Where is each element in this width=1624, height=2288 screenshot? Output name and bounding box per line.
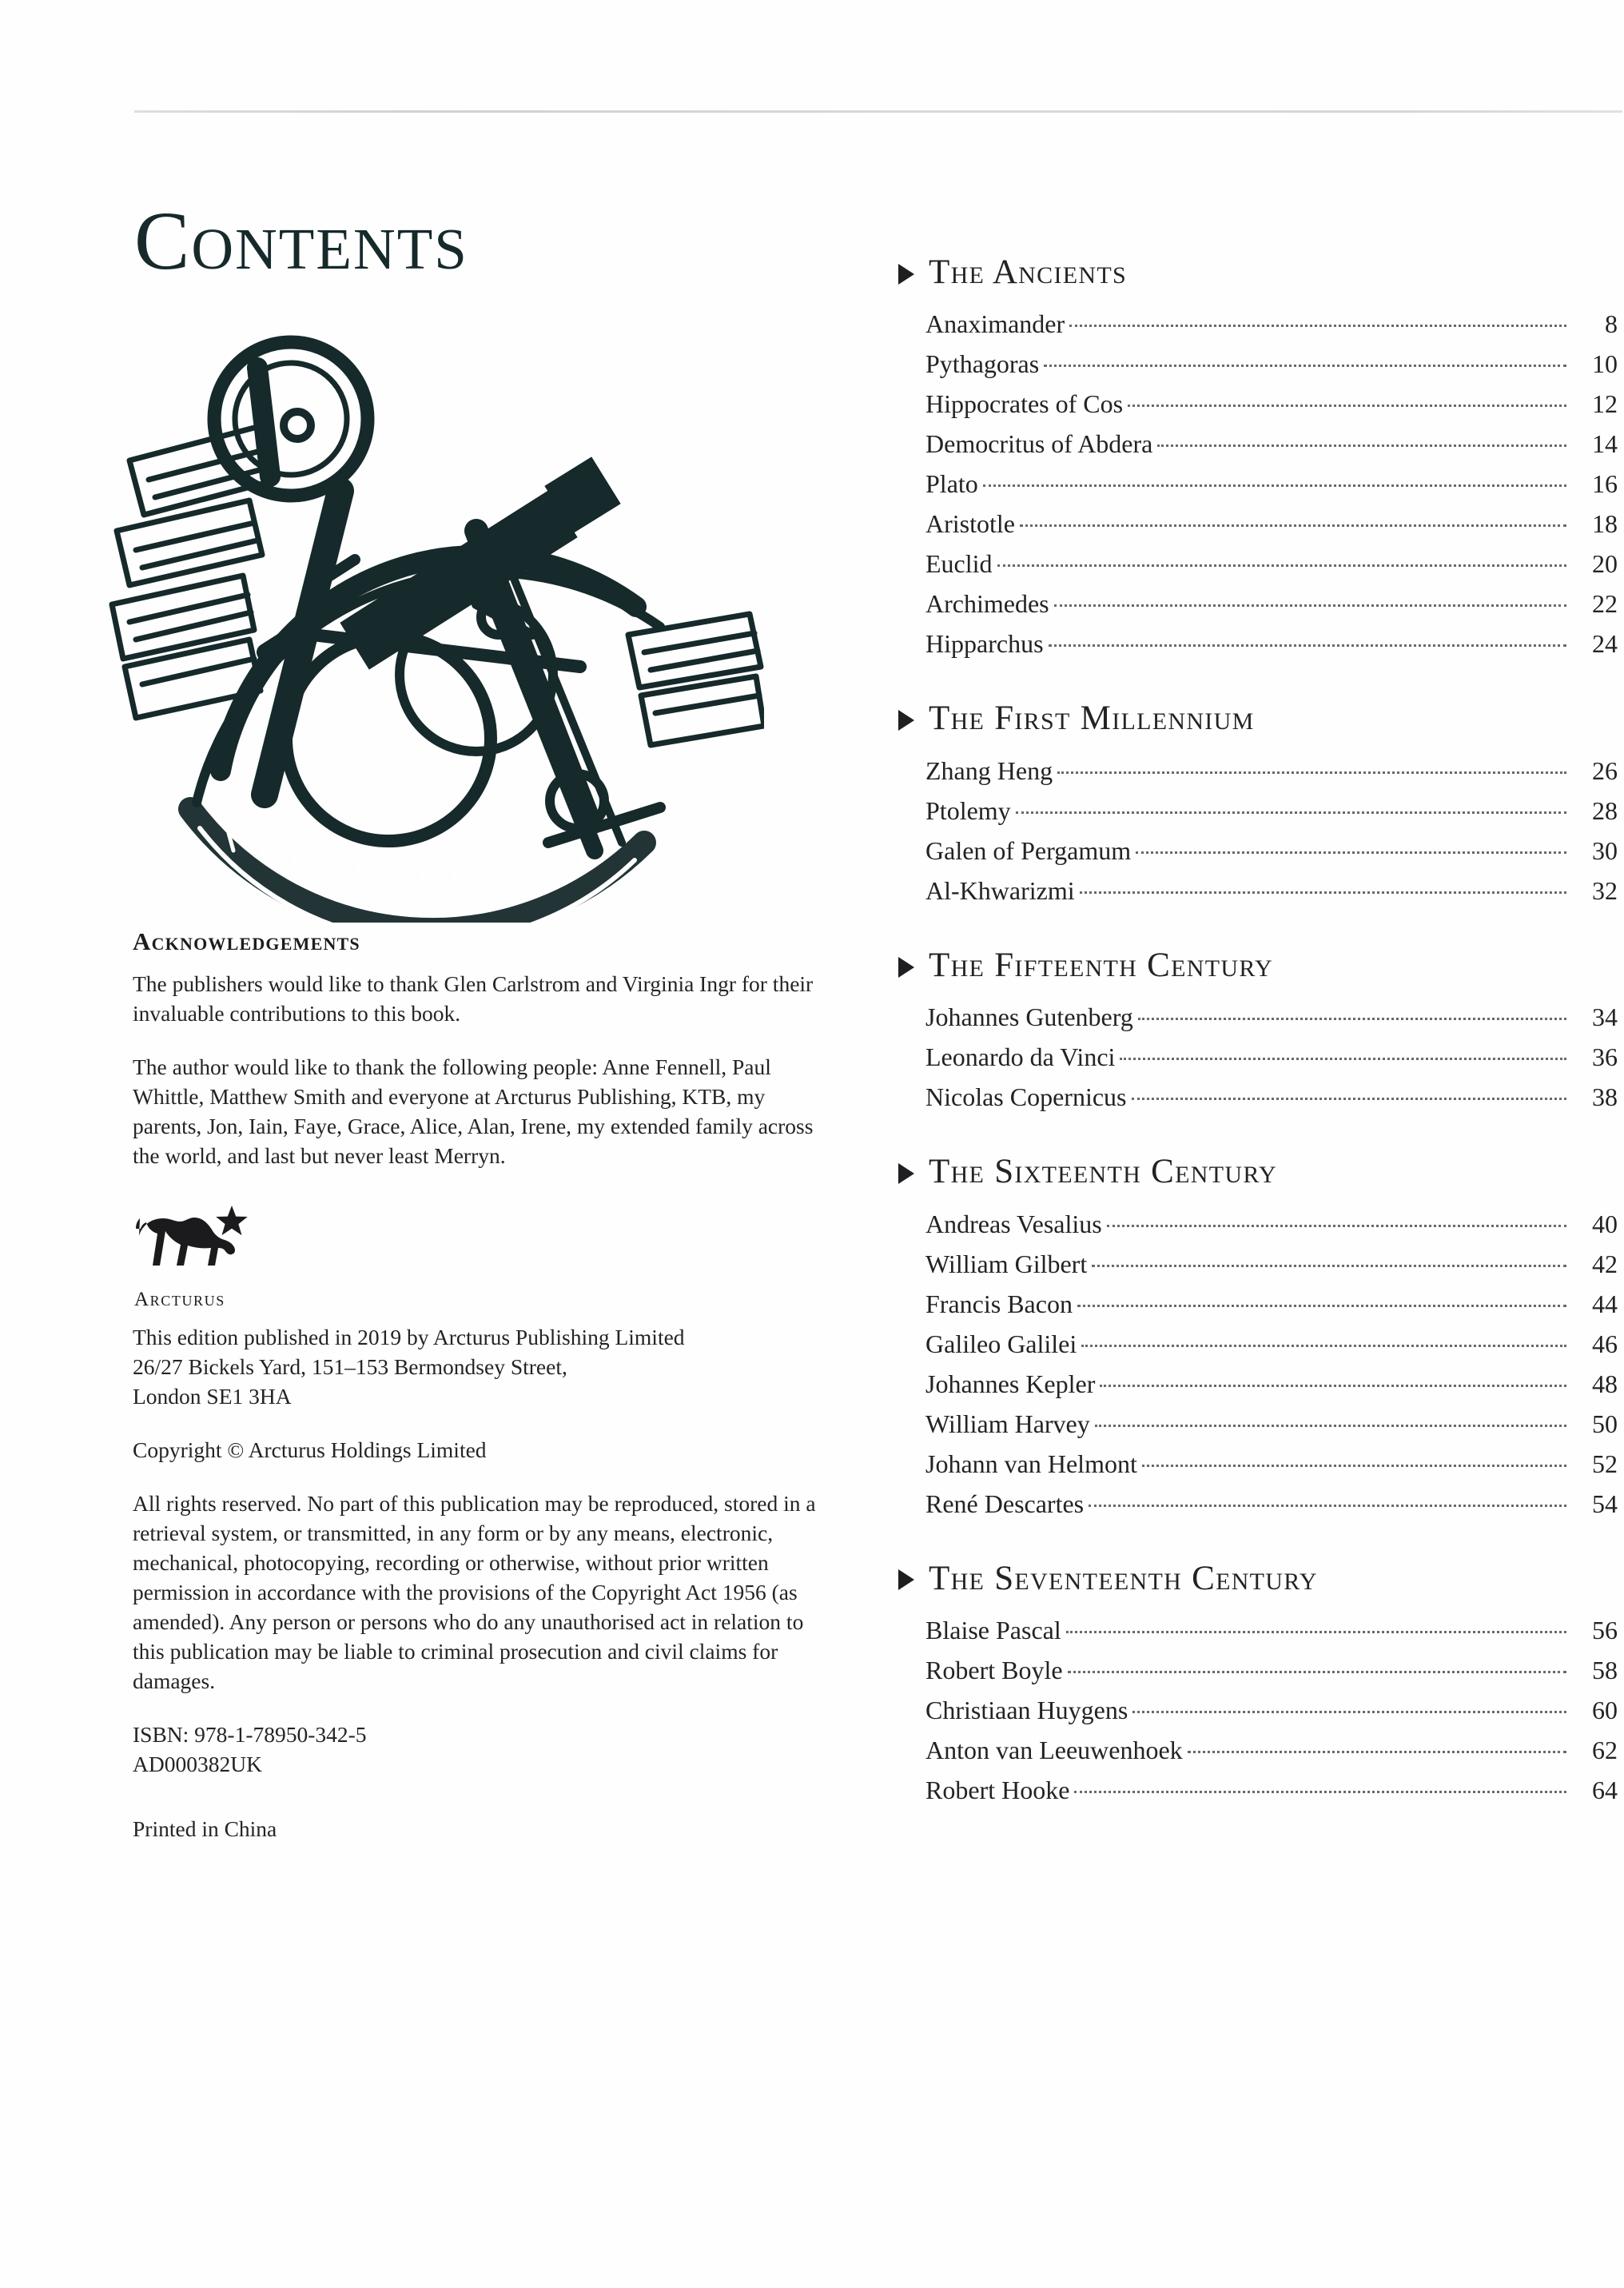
toc-entry[interactable] — [898, 1244, 1618, 1284]
toc-entry-title: Nicolas Copernicus — [925, 1082, 1127, 1112]
toc-entry-page-number: 34 — [1592, 1002, 1618, 1032]
toc-entry[interactable] — [898, 344, 1618, 384]
toc-section-heading-label: The Sixteenth Century — [929, 1153, 1277, 1191]
toc-section-heading-label: The First Millennium — [929, 700, 1255, 738]
toc-entry-page-number: 20 — [1592, 549, 1618, 579]
toc-section-heading-label: The Ancients — [929, 253, 1127, 291]
toc-dot-leader — [1157, 444, 1566, 447]
toc-section — [898, 947, 1618, 1117]
toc-entry-title: Robert Boyle — [925, 1656, 1063, 1685]
sextant-illustration — [101, 291, 764, 923]
toc-entry-page-number: 56 — [1592, 1616, 1618, 1645]
scan-edge-rule — [134, 110, 1622, 113]
toc-entry-page-number: 26 — [1592, 755, 1618, 785]
toc-entry[interactable] — [898, 1284, 1618, 1324]
toc-section-heading — [898, 700, 1618, 737]
toc-entry-page-number: 54 — [1592, 1489, 1618, 1518]
toc-dot-leader — [1188, 1751, 1566, 1753]
toc-entry-title: William Harvey — [925, 1409, 1090, 1438]
toc-entry-title: Anton van Leeuwenhoek — [925, 1736, 1183, 1765]
table-of-contents — [898, 254, 1618, 1810]
toc-dot-leader — [1044, 365, 1566, 367]
toc-entry-page-number: 16 — [1592, 469, 1618, 499]
toc-entry-page-number: 32 — [1592, 875, 1618, 905]
toc-entry[interactable] — [898, 997, 1618, 1037]
toc-entry-title: Zhang Heng — [925, 755, 1053, 785]
toc-entry-title: Archimedes — [925, 589, 1049, 619]
acknowledgements-paragraph-1: The publishers would like to thank Glen Carlstrom and Virginia Ingr for their invaluable contributions to this book. — [133, 971, 814, 1026]
toc-entry-page-number: 44 — [1592, 1289, 1618, 1318]
toc-section-heading-label: The Seventeenth Century — [929, 1559, 1318, 1597]
toc-dot-leader — [1100, 1385, 1566, 1387]
toc-entry[interactable] — [898, 831, 1618, 871]
toc-entry-page-number: 48 — [1592, 1369, 1618, 1398]
copyright-line: Copyright © Arcturus Holdings Limited — [133, 1437, 487, 1462]
toc-dot-leader — [983, 484, 1566, 487]
toc-entry-page-number: 28 — [1592, 795, 1618, 825]
toc-entry[interactable] — [898, 1077, 1618, 1117]
acknowledgements-paragraph-2: The author would like to thank the following people: Anne Fennell, Paul Whittle, Matthew Smith and everyone at Arcturus Publishing, KTB, my parents, Jon, Iain, Faye, Grace, Alice, Alan, Irene, my extended family across the world, and last but never least Merryn. — [133, 1054, 814, 1168]
toc-entry-page-number: 8 — [1605, 309, 1618, 339]
toc-entry-title: Democritus of Abdera — [925, 429, 1153, 459]
toc-entry[interactable] — [898, 1690, 1618, 1730]
toc-entry[interactable] — [898, 1610, 1618, 1650]
toc-entry-page-number: 12 — [1592, 389, 1618, 419]
toc-entry-page-number: 46 — [1592, 1329, 1618, 1358]
toc-entry-title: Johannes Gutenberg — [925, 1002, 1133, 1032]
toc-entry-title: Euclid — [925, 549, 993, 579]
rights-statement: All rights reserved. No part of this publication may be reproduced, stored in a retrieval system, or transmitted, in any form or by any means, electronic, mechanical, photocopying, recording or otherwise, without prior written permission in accordance with the provisions of the Copyright Act 1956 (as amended). Any person or persons who do any unauthorised act in relation to this publication may be liable to criminal prosecution and civil claims for damages. — [133, 1491, 816, 1693]
toc-dot-leader — [1069, 325, 1566, 327]
toc-dot-leader — [1089, 1505, 1566, 1507]
toc-entry-page-number: 62 — [1592, 1736, 1618, 1765]
toc-dot-leader — [1080, 891, 1566, 894]
toc-dot-leader — [1136, 851, 1566, 854]
toc-section-heading — [898, 1154, 1618, 1190]
toc-entry[interactable] — [898, 304, 1618, 344]
toc-entry[interactable] — [898, 464, 1618, 504]
toc-dot-leader — [1095, 1425, 1566, 1427]
toc-section-heading-label: The Fifteenth Century — [929, 946, 1273, 984]
toc-dot-leader — [1142, 1465, 1566, 1467]
toc-entry-title: Anaximander — [925, 309, 1065, 339]
toc-entry[interactable] — [898, 751, 1618, 791]
toc-dot-leader — [997, 564, 1566, 567]
toc-entry-title: Blaise Pascal — [925, 1616, 1061, 1645]
toc-entry-title: Andreas Vesalius — [925, 1209, 1102, 1238]
toc-entry-page-number: 52 — [1592, 1449, 1618, 1478]
toc-entry-title: Al-Khwarizmi — [925, 875, 1075, 905]
toc-entry-title: Johann van Helmont — [925, 1449, 1137, 1478]
toc-entry-title: Leonardo da Vinci — [925, 1042, 1116, 1072]
left-column — [133, 195, 836, 1844]
page-title: Contents — [134, 195, 468, 287]
toc-entry[interactable] — [898, 384, 1618, 424]
catalogue-code: AD000382UK — [133, 1752, 262, 1776]
toc-entry-page-number: 40 — [1592, 1209, 1618, 1238]
toc-entry-title: Ptolemy — [925, 795, 1011, 825]
toc-entry-page-number: 30 — [1592, 835, 1618, 865]
toc-entry[interactable] — [898, 791, 1618, 831]
toc-dot-leader — [1074, 1791, 1566, 1793]
toc-entry-page-number: 24 — [1592, 629, 1618, 659]
toc-entry[interactable] — [898, 544, 1618, 584]
printed-in-line: Printed in China — [133, 1816, 277, 1841]
triangle-bullet-icon — [898, 957, 914, 978]
toc-entry-title: Plato — [925, 469, 978, 499]
toc-entry-title: Galen of Pergamum — [925, 835, 1132, 865]
toc-dot-leader — [1054, 604, 1566, 607]
toc-entry-page-number: 42 — [1592, 1249, 1618, 1278]
imprint-block — [133, 1322, 836, 1411]
toc-section-heading — [898, 254, 1618, 291]
isbn-number: ISBN: 978-1-78950-342-5 — [133, 1722, 367, 1747]
toc-entry-page-number: 14 — [1592, 429, 1618, 459]
toc-entry-page-number: 50 — [1592, 1409, 1618, 1438]
toc-entry[interactable] — [898, 1364, 1618, 1404]
toc-entry[interactable] — [898, 1730, 1618, 1770]
toc-section — [898, 254, 1618, 664]
acknowledgements-heading: Acknowledgements — [133, 927, 360, 955]
toc-section-heading — [898, 1561, 1618, 1597]
arcturus-logo — [133, 1201, 836, 1311]
toc-entry-title: Hipparchus — [925, 629, 1044, 659]
toc-dot-leader — [1107, 1225, 1566, 1227]
toc-entry[interactable] — [898, 584, 1618, 624]
toc-entry-title: Hippocrates of Cos — [925, 389, 1124, 419]
imprint-line-3: London SE1 3HA — [133, 1384, 292, 1409]
toc-dot-leader — [1077, 1305, 1566, 1307]
toc-entry[interactable] — [898, 871, 1618, 911]
toc-dot-leader — [1020, 524, 1566, 527]
toc-entry-page-number: 38 — [1592, 1082, 1618, 1112]
toc-entry-page-number: 10 — [1592, 349, 1618, 379]
toc-entry-page-number: 22 — [1592, 589, 1618, 619]
toc-dot-leader — [1132, 1711, 1566, 1713]
toc-entry[interactable] — [898, 1484, 1618, 1524]
toc-entry[interactable] — [898, 624, 1618, 664]
toc-entry-title: Christiaan Huygens — [925, 1696, 1128, 1725]
toc-entry-page-number: 64 — [1592, 1776, 1618, 1805]
toc-dot-leader — [1057, 771, 1566, 774]
toc-entry[interactable] — [898, 1324, 1618, 1364]
toc-entry[interactable] — [898, 1770, 1618, 1810]
toc-entry-title: Aristotle — [925, 509, 1015, 539]
toc-entry[interactable] — [898, 1204, 1618, 1244]
toc-section — [898, 1154, 1618, 1523]
toc-entry[interactable] — [898, 1404, 1618, 1444]
toc-dot-leader — [1132, 1098, 1567, 1100]
toc-entry-page-number: 58 — [1592, 1656, 1618, 1685]
triangle-bullet-icon — [898, 1569, 914, 1590]
toc-dot-leader — [1049, 644, 1566, 647]
toc-entry-title: Robert Hooke — [925, 1776, 1070, 1805]
toc-entry-title: Johannes Kepler — [925, 1369, 1096, 1398]
toc-entry[interactable] — [898, 1037, 1618, 1077]
toc-entry-title: René Descartes — [925, 1489, 1085, 1518]
bear-star-logo-icon — [133, 1201, 265, 1289]
toc-section — [898, 700, 1618, 910]
toc-entry-page-number: 60 — [1592, 1696, 1618, 1725]
toc-dot-leader — [1016, 811, 1566, 814]
toc-entry[interactable] — [898, 424, 1618, 464]
toc-dot-leader — [1120, 1058, 1566, 1060]
toc-entry-page-number: 36 — [1592, 1042, 1618, 1072]
imprint-line-1: This edition published in 2019 by Arcturus Publishing Limited — [133, 1325, 685, 1349]
toc-dot-leader — [1081, 1345, 1566, 1347]
triangle-bullet-icon — [898, 1163, 914, 1184]
toc-dot-leader — [1138, 1018, 1566, 1020]
toc-section — [898, 1561, 1618, 1810]
toc-section-heading — [898, 947, 1618, 984]
toc-dot-leader — [1092, 1265, 1566, 1267]
toc-entry-title: William Gilbert — [925, 1249, 1088, 1278]
toc-dot-leader — [1068, 1671, 1566, 1673]
imprint-line-2: 26/27 Bickels Yard, 151–153 Bermondsey Street, — [133, 1354, 567, 1379]
toc-entry[interactable] — [898, 1650, 1618, 1690]
arcturus-wordmark: Arcturus — [134, 1289, 225, 1310]
toc-dot-leader — [1128, 405, 1566, 407]
triangle-bullet-icon — [898, 710, 914, 731]
toc-dot-leader — [1066, 1631, 1566, 1633]
triangle-bullet-icon — [898, 264, 914, 285]
toc-entry-title: Galileo Galilei — [925, 1329, 1077, 1358]
toc-entry[interactable] — [898, 504, 1618, 544]
toc-entry-page-number: 18 — [1592, 509, 1618, 539]
toc-entry-title: Pythagoras — [925, 349, 1040, 379]
toc-entry-title: Francis Bacon — [925, 1289, 1073, 1318]
toc-entry[interactable] — [898, 1444, 1618, 1484]
isbn-block — [133, 1720, 836, 1779]
